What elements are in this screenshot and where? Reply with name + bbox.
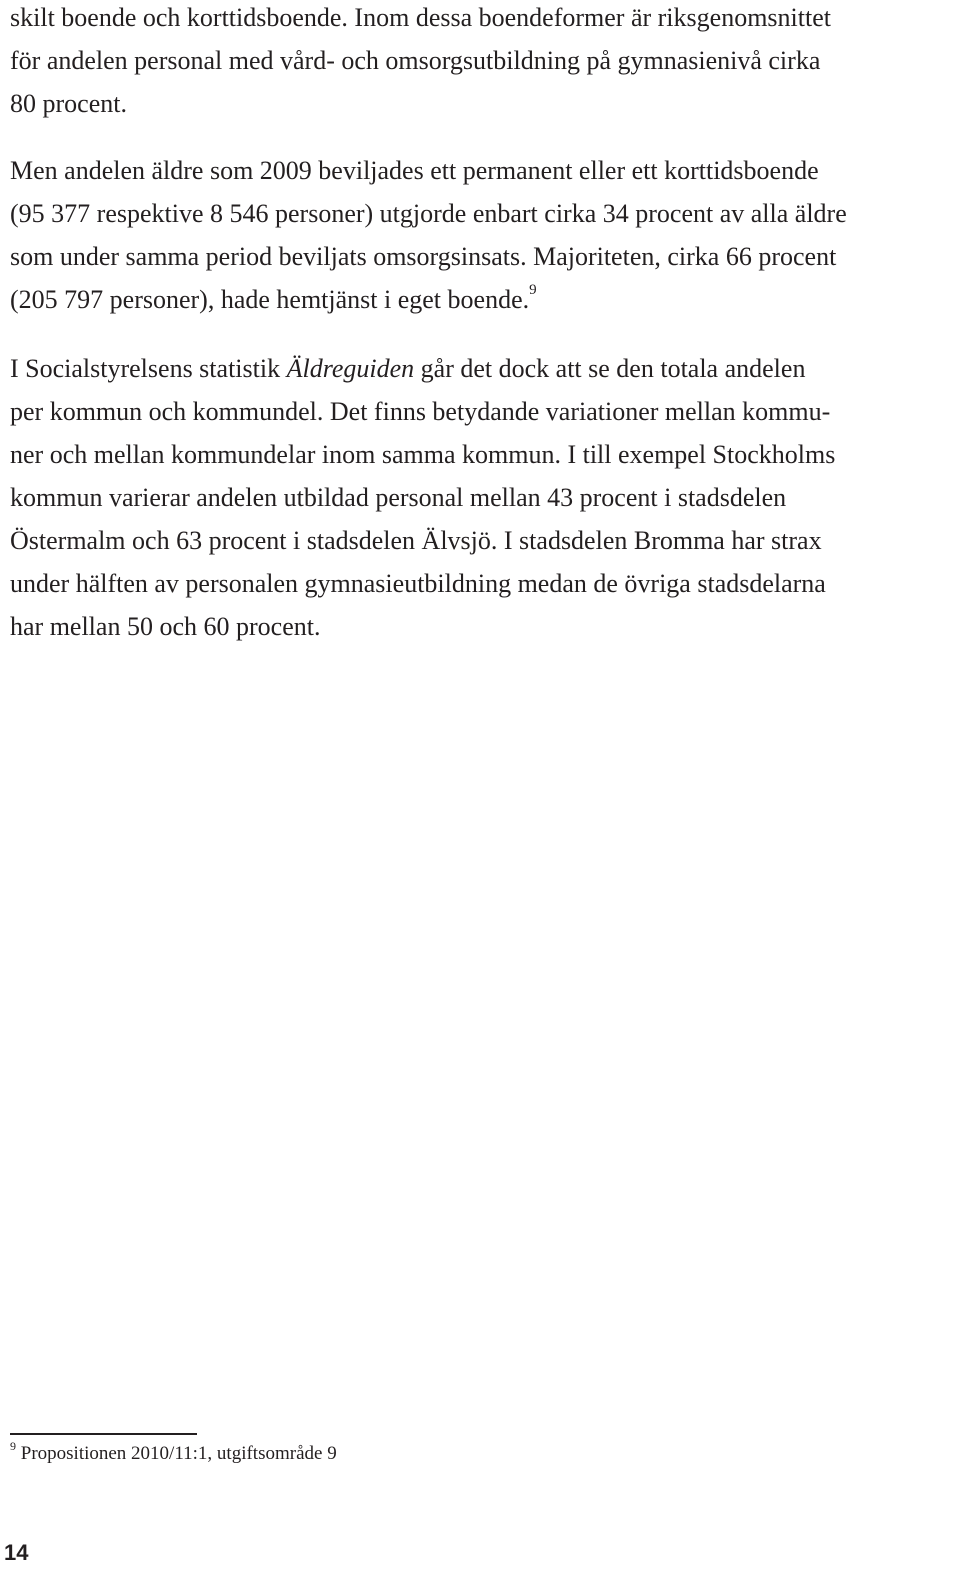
text-line: 80 procent. — [10, 89, 127, 118]
text-line: (205 797 personer), hade hemtjänst i eget boende. — [10, 285, 530, 314]
text-line: som under samma period beviljats omsorgsinsats. Majoriteten, cirka 66 procent — [10, 242, 837, 271]
text-line-with-footnote — [10, 278, 955, 321]
text-line: per kommun och kommundel. Det finns betydande variationer mellan kommu- — [10, 397, 831, 426]
paragraph-1 — [10, 0, 955, 125]
text-segment: går det dock att se den totala andelen — [414, 354, 806, 383]
paragraph-2 — [10, 149, 955, 321]
footnote-number: 9 — [10, 1438, 16, 1453]
text-line: kommun varierar andelen utbildad personal mellan 43 procent i stadsdelen — [10, 483, 787, 512]
paragraph-3 — [10, 347, 955, 648]
text-line: Östermalm och 63 procent i stadsdelen Älvsjö. I stadsdelen Bromma har strax — [10, 526, 822, 555]
footnote — [10, 1440, 337, 1468]
text-line: under hälften av personalen gymnasieutbildning medan de övriga stadsdelarna — [10, 569, 826, 598]
text-line: ner och mellan kommundelar inom samma kommun. I till exempel Stockholms — [10, 440, 836, 469]
text-line: skilt boende och korttidsboende. Inom dessa boendeformer är riksgenomsnittet — [10, 3, 831, 32]
text-line: för andelen personal med vård- och omsorgsutbildning på gymnasienivå cirka — [10, 46, 821, 75]
text-line: (95 377 respektive 8 546 personer) utgjorde enbart cirka 34 procent av alla äldre — [10, 199, 847, 228]
text-line: har mellan 50 och 60 procent. — [10, 612, 321, 641]
italic-title: Äldreguiden — [286, 354, 415, 383]
text-line: Men andelen äldre som 2009 beviljades ett permanent eller ett korttidsboende — [10, 156, 819, 185]
text-segment: I Socialstyrelsens statistik — [10, 354, 287, 383]
footnote-divider — [10, 1433, 197, 1435]
footnote-text: Propositionen 2010/11:1, utgiftsområde 9 — [20, 1443, 337, 1464]
footnote-reference: 9 — [529, 282, 537, 299]
text-line-with-italic — [10, 347, 955, 390]
page-number: 14 — [4, 1540, 29, 1565]
